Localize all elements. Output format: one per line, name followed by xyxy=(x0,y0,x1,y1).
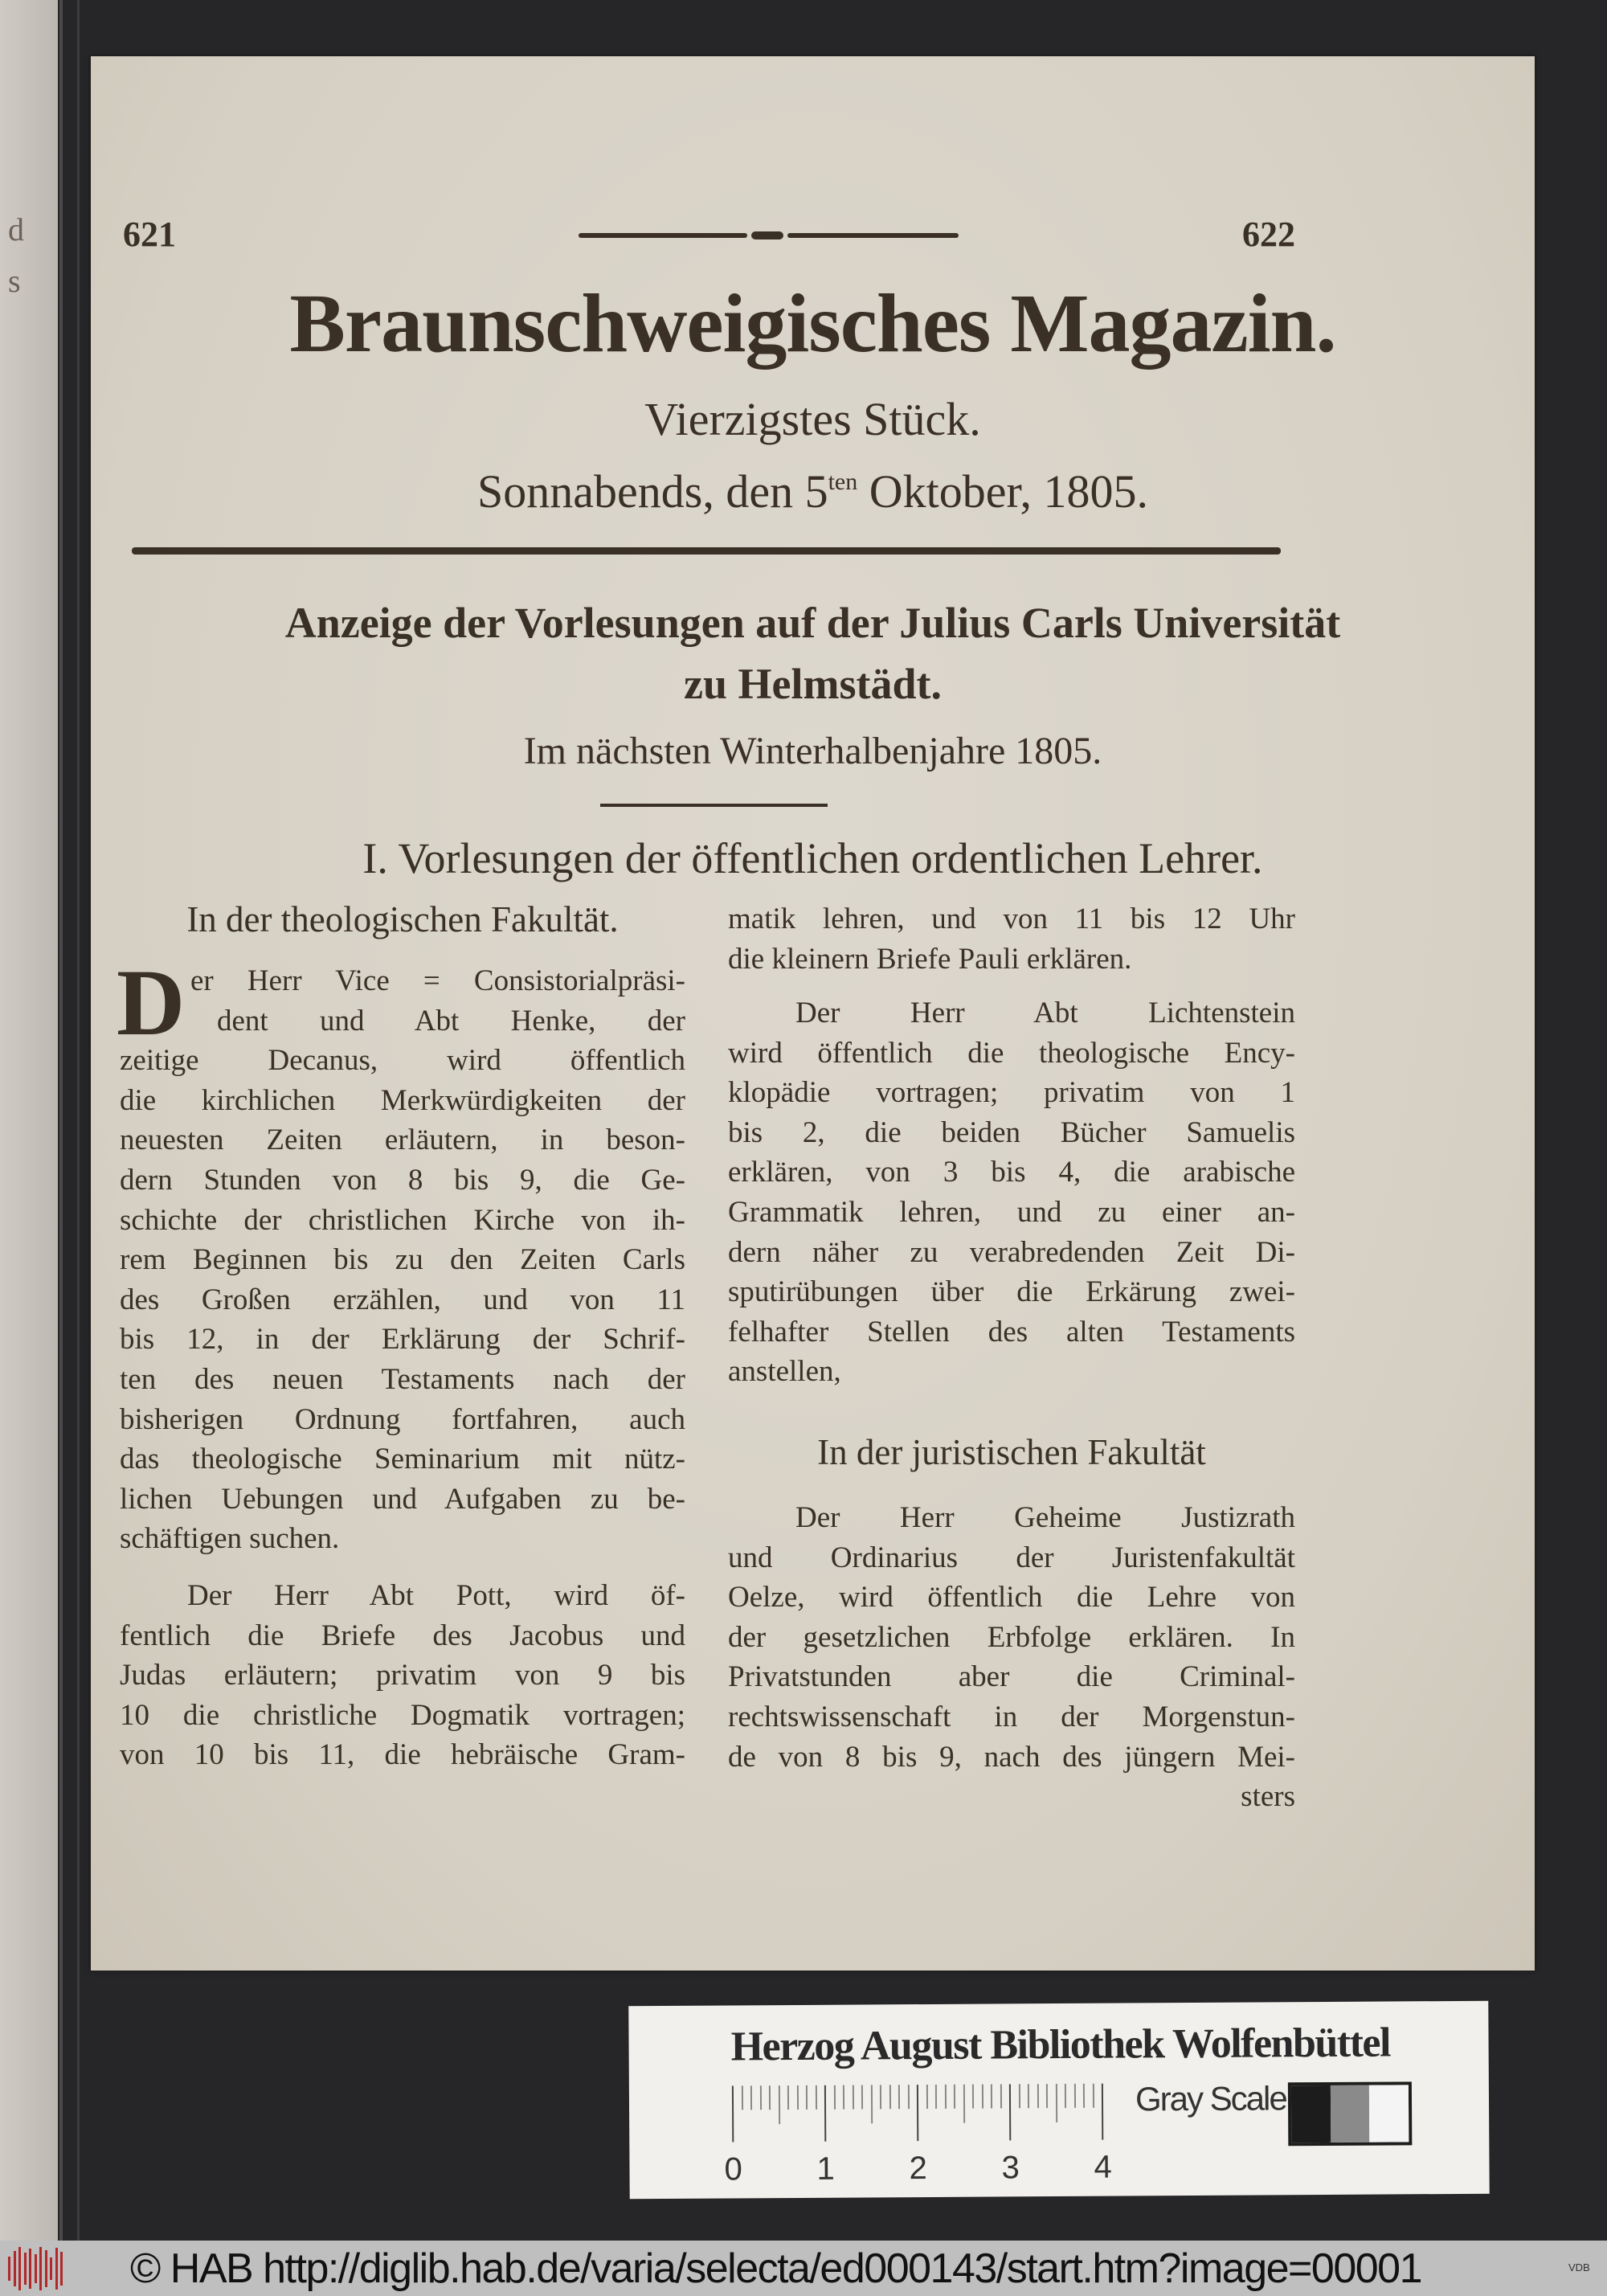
ruler-label: 3 xyxy=(1001,2150,1020,2186)
paragraph-oelze xyxy=(728,1498,1295,1817)
footer-bar xyxy=(0,2241,1607,2296)
ruler-tick xyxy=(843,2085,844,2110)
text-line: Oelze, wird öffentlich die Lehre von xyxy=(728,1581,1295,1615)
ruler-tick xyxy=(1018,2084,1020,2108)
gray-patch xyxy=(1369,2085,1409,2142)
ruler-tick xyxy=(944,2085,946,2109)
page-number-left: 621 xyxy=(123,215,176,254)
ruler-label: 4 xyxy=(1094,2149,1112,2185)
gray-scale-label: Gray Scale xyxy=(1135,2079,1286,2118)
paragraph-henke xyxy=(117,950,685,1559)
divider-rule xyxy=(132,547,1281,555)
text-line: bis 2, die beiden Bücher Samuelis xyxy=(728,1115,1295,1149)
ruler-tick xyxy=(732,2085,734,2142)
ruler-tick xyxy=(1065,2084,1066,2108)
text-line: 10 die christliche Dogmatik vortragen; xyxy=(120,1698,685,1732)
ruler-tick xyxy=(963,2085,964,2123)
adjacent-page-fragment: s xyxy=(8,263,21,299)
issue-number: Vierzigstes Stück. xyxy=(644,393,981,445)
text-line: er Herr Vice = Consistorialpräsi- xyxy=(190,964,685,997)
ruler-tick xyxy=(991,2085,992,2109)
text-line: bis 12, in der Erklärung der Schrif- xyxy=(120,1323,685,1357)
ruler-tick xyxy=(870,2085,872,2123)
text-line: Der Herr Geheime Justizrath xyxy=(795,1501,1295,1534)
ruler-tick xyxy=(1083,2084,1085,2108)
text-line: de von 8 bis 9, nach des jüngern Mei- xyxy=(728,1740,1295,1774)
ruler-tick xyxy=(750,2085,752,2110)
section-heading: I. Vorlesungen der öffentlichen ordentlichen Lehrer. xyxy=(362,834,1263,882)
ruler-tick xyxy=(907,2085,909,2109)
ruler-tick xyxy=(1009,2084,1011,2140)
ruler-tick xyxy=(880,2085,881,2109)
text-line: Grammatik lehren, und zu einer an- xyxy=(728,1195,1295,1229)
ruler-tick xyxy=(824,2085,826,2142)
ruler-tick xyxy=(806,2085,808,2110)
announcement-place: zu Helmstädt. xyxy=(684,660,942,708)
hab-logo-icon xyxy=(8,2247,66,2290)
text-line: die kleinern Briefe Pauli erklären. xyxy=(728,942,1132,976)
text-line: bisherigen Ordnung fortfahren, auch xyxy=(120,1402,685,1436)
text-line: schichte der christlichen Kirche von ih- xyxy=(120,1203,685,1237)
faculty-heading: In der juristischen Fakultät xyxy=(817,1432,1206,1472)
ruler-tick xyxy=(889,2085,890,2109)
ruler-tick xyxy=(787,2085,789,2110)
ruler-label: 2 xyxy=(909,2151,927,2187)
text-line: felhafter Stellen des alten Testaments xyxy=(728,1315,1295,1349)
text-line: des Großen erzählen, und von 11 xyxy=(120,1283,685,1316)
drop-cap: D xyxy=(117,950,186,1055)
text-line: neuesten Zeiten erläutern, in beson- xyxy=(120,1123,685,1157)
text-line: lichen Uebungen und Aufgaben zu be- xyxy=(120,1482,685,1516)
scale-ruler xyxy=(724,2084,1112,2188)
ruler-tick xyxy=(769,2085,771,2110)
masthead-title: Braunschweigisches Magazin. xyxy=(289,277,1336,370)
text-line: Der Herr Abt Pott, wird öf- xyxy=(187,1579,685,1612)
ruler-tick xyxy=(852,2085,853,2110)
text-line: Judas erläutern; privatim von 9 bis xyxy=(120,1659,685,1692)
adjacent-page-fragment: d xyxy=(8,211,24,248)
color-reference-card xyxy=(628,2001,1489,2200)
text-line: anstellen, xyxy=(728,1355,841,1389)
catchword: sters xyxy=(1241,1780,1295,1814)
paragraph-lichtenstein xyxy=(728,993,1295,1392)
ruler-tick xyxy=(796,2085,798,2110)
gray-patch xyxy=(1331,2085,1370,2143)
ruler-tick xyxy=(1092,2084,1094,2108)
ruler-tick xyxy=(1073,2084,1075,2108)
text-line: matik lehren, und von 11 bis 12 Uhr xyxy=(728,902,1295,935)
text-line: fentlich die Briefe des Jacobus und xyxy=(120,1619,685,1652)
text-line: schäftigen suchen. xyxy=(120,1522,340,1556)
ruler-label: 0 xyxy=(724,2151,742,2188)
text-line: klopädie vortragen; privatim von 1 xyxy=(728,1076,1295,1110)
footer-mark: VDB xyxy=(1568,2261,1590,2273)
ruler-tick xyxy=(917,2085,918,2141)
ruler-tick xyxy=(741,2085,742,2110)
text-line: der gesetzlichen Erbfolge erklären. In xyxy=(728,1620,1295,1654)
ruler-tick xyxy=(759,2085,761,2110)
paragraph-pott xyxy=(120,1576,685,1775)
ruler-tick xyxy=(1046,2084,1048,2108)
ruler-tick xyxy=(861,2085,863,2109)
text-line: erklären, von 3 bis 4, die arabische xyxy=(728,1156,1295,1189)
ruler-tick xyxy=(972,2085,974,2109)
ruler-tick xyxy=(935,2085,937,2109)
text-line: Der Herr Abt Lichtenstein xyxy=(795,997,1295,1029)
book-edge-line xyxy=(77,0,80,2241)
paragraph-continuation xyxy=(728,899,1295,979)
issue-date: Sonnabends, den $5^{ten}$ Oktober, 1805. xyxy=(477,465,1148,518)
copyright-url: © HAB http://diglib.hab.de/varia/selecta/ed000143/start.htm?image=00001 xyxy=(130,2245,1422,2292)
text-line: zeitige Decanus, wird öffentlich xyxy=(120,1044,685,1078)
gray-scale-patches xyxy=(1288,2081,1412,2146)
ruler-tick xyxy=(778,2085,779,2124)
text-line: dern Stunden von 8 bis 9, die Ge- xyxy=(120,1163,685,1197)
announcement-term: Im nächsten Winterhalbenjahre 1805. xyxy=(523,730,1102,772)
ruler-tick xyxy=(1028,2084,1029,2108)
ruler-tick xyxy=(1037,2084,1038,2108)
library-name: Herzog August Bibliothek Wolfenbüttel xyxy=(730,2020,1391,2070)
ruler-tick xyxy=(898,2085,900,2109)
text-line: wird öffentlich die theologische Ency- xyxy=(728,1036,1295,1070)
ruler-tick xyxy=(815,2085,816,2110)
ruler-tick xyxy=(981,2085,983,2109)
text-line: von 10 bis 11, die hebräische Gram- xyxy=(120,1738,685,1772)
announcement-title: Anzeige der Vorlesungen auf der Julius Carls Universität xyxy=(284,599,1341,647)
text-line: sputirübungen über die Erkärung zwei- xyxy=(728,1275,1295,1309)
ruler-tick xyxy=(954,2085,955,2109)
faculty-heading: In der theologischen Fakultät. xyxy=(186,899,619,939)
short-divider xyxy=(600,804,828,807)
ruler-label: 1 xyxy=(816,2151,835,2187)
text-line: dern näher zu verabredenden Zeit Di- xyxy=(728,1235,1295,1269)
ornament-rule xyxy=(579,231,959,239)
text-line: die kirchlichen Merkwürdigkeiten der xyxy=(120,1083,685,1117)
text-line: rechtswissenschaft in der Morgenstun- xyxy=(728,1700,1295,1733)
ruler-tick xyxy=(1000,2084,1001,2108)
gray-patch xyxy=(1291,2085,1331,2143)
text-line: das theologische Seminarium mit nütz- xyxy=(120,1443,685,1476)
adjacent-page-edge xyxy=(0,0,58,2241)
text-line: ten des neuen Testaments nach der xyxy=(120,1362,685,1396)
page-number-right: 622 xyxy=(1242,215,1295,254)
ruler-tick xyxy=(1102,2084,1103,2140)
ruler-tick xyxy=(926,2085,927,2109)
text-line: rem Beginnen bis zu den Zeiten Carls xyxy=(120,1243,685,1277)
text-line: Privatstunden aber die Criminal- xyxy=(728,1660,1295,1694)
ruler-tick xyxy=(833,2085,835,2110)
ruler-tick xyxy=(1055,2084,1057,2122)
text-line: und Ordinarius der Juristenfakultät xyxy=(728,1541,1295,1574)
book-edge-line xyxy=(59,0,63,2241)
text-line: dent und Abt Henke, der xyxy=(217,1004,685,1037)
